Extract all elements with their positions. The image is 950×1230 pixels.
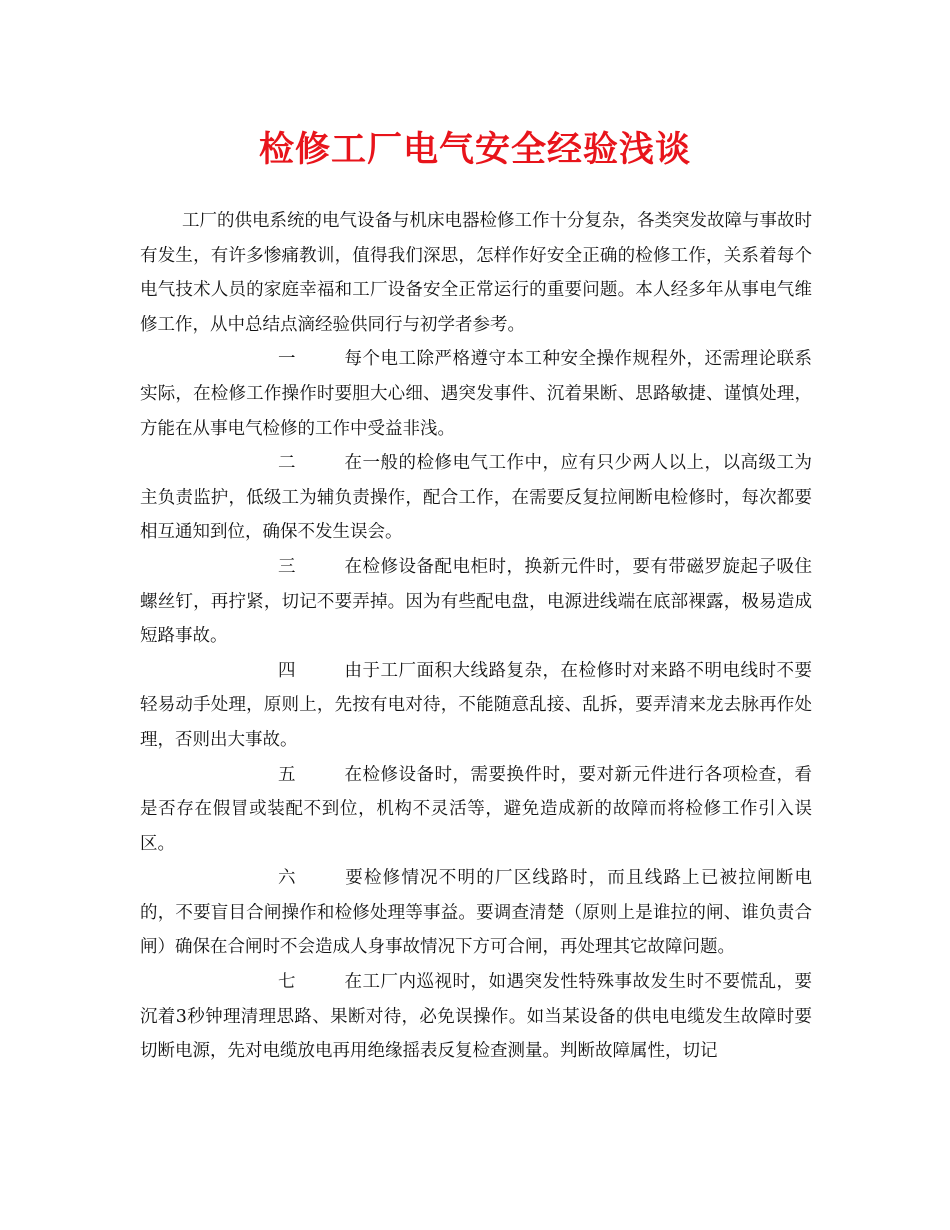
- item-number: 五: [278, 764, 296, 785]
- item-paragraph-4: [140, 654, 812, 758]
- item-paragraph-5: [140, 758, 812, 862]
- document-title: 检修工厂电气安全经验浅谈: [258, 129, 691, 170]
- item-number: 三: [278, 556, 296, 577]
- item-number: 四: [278, 660, 296, 681]
- item-number: 六: [278, 868, 296, 889]
- item-number: 二: [278, 453, 296, 474]
- item-text: 在一般的检修电气工作中，应有只少两人以上，以高级工为主负责监护，低级工为辅负责操作，配合工作，在需要反复拉闸断电检修时，每次都要相互通知到位，确保不发生误会。: [140, 453, 812, 543]
- item-paragraph-3: [140, 550, 812, 654]
- item-text: 在工厂内巡视时，如遇突发性特殊事故发生时不要慌乱，要沉着3秒钟理清理思路、果断对待，必免误操作。如当某设备的供电电缆发生故障时要切断电源，先对电缆放电再用绝缘摇表反复检查测量。判断故障属性，切记: [140, 972, 812, 1062]
- item-text: 在检修设备时，需要换件时，要对新元件进行各项检查，看是否存在假冒或装配不到位，机构不灵活等，避免造成新的故障而将检修工作引入误区。: [140, 764, 812, 854]
- document-body: [140, 204, 812, 1069]
- item-number: 一: [278, 349, 296, 370]
- item-text: 要检修情况不明的厂区线路时，而且线路上已被拉闸断电的，不要盲目合闸操作和检修处理等事益。要调查清楚（原则上是谁拉的闸、谁负责合闸）确保在合闸时不会造成人身事故情况下方可合闸，再处理其它故障问题。: [140, 868, 812, 958]
- item-paragraph-1: [140, 342, 812, 446]
- item-paragraph-2: [140, 446, 812, 550]
- item-paragraph-6: [140, 861, 812, 965]
- item-text: 每个电工除严格遵守本工种安全操作规程外，还需理论联系实际，在检修工作操作时要胆大心细、遇突发事件、沉着果断、思路敏捷、谨慎处理，方能在从事电气检修的工作中受益非浅。: [140, 349, 812, 439]
- item-text: 由于工厂面积大线路复杂，在检修时对来路不明电线时不要轻易动手处理，原则上，先按有电对待，不能随意乱接、乱拆，要弄清来龙去脉再作处理，否则出大事故。: [140, 660, 812, 750]
- item-number: 七: [278, 972, 296, 993]
- item-paragraph-7: [140, 965, 812, 1069]
- item-text: 在检修设备配电柜时，换新元件时，要有带磁罗旋起子吸住螺丝钉，再拧紧，切记不要弄掉。因为有些配电盘，电源进线端在底部裸露，极易造成短路事故。: [140, 556, 812, 647]
- intro-paragraph: 工厂的供电系统的电气设备与机床电器检修工作十分复杂，各类突发故障与事故时有发生，有许多惨痛教训，值得我们深思，怎样作好安全正确的检修工作，关系着每个电气技术人员的家庭幸福和工厂设备安全正常运行的重要问题。本人经多年从事电气维修工作，从中总结点滴经验供同行与初学者参考。: [140, 211, 812, 335]
